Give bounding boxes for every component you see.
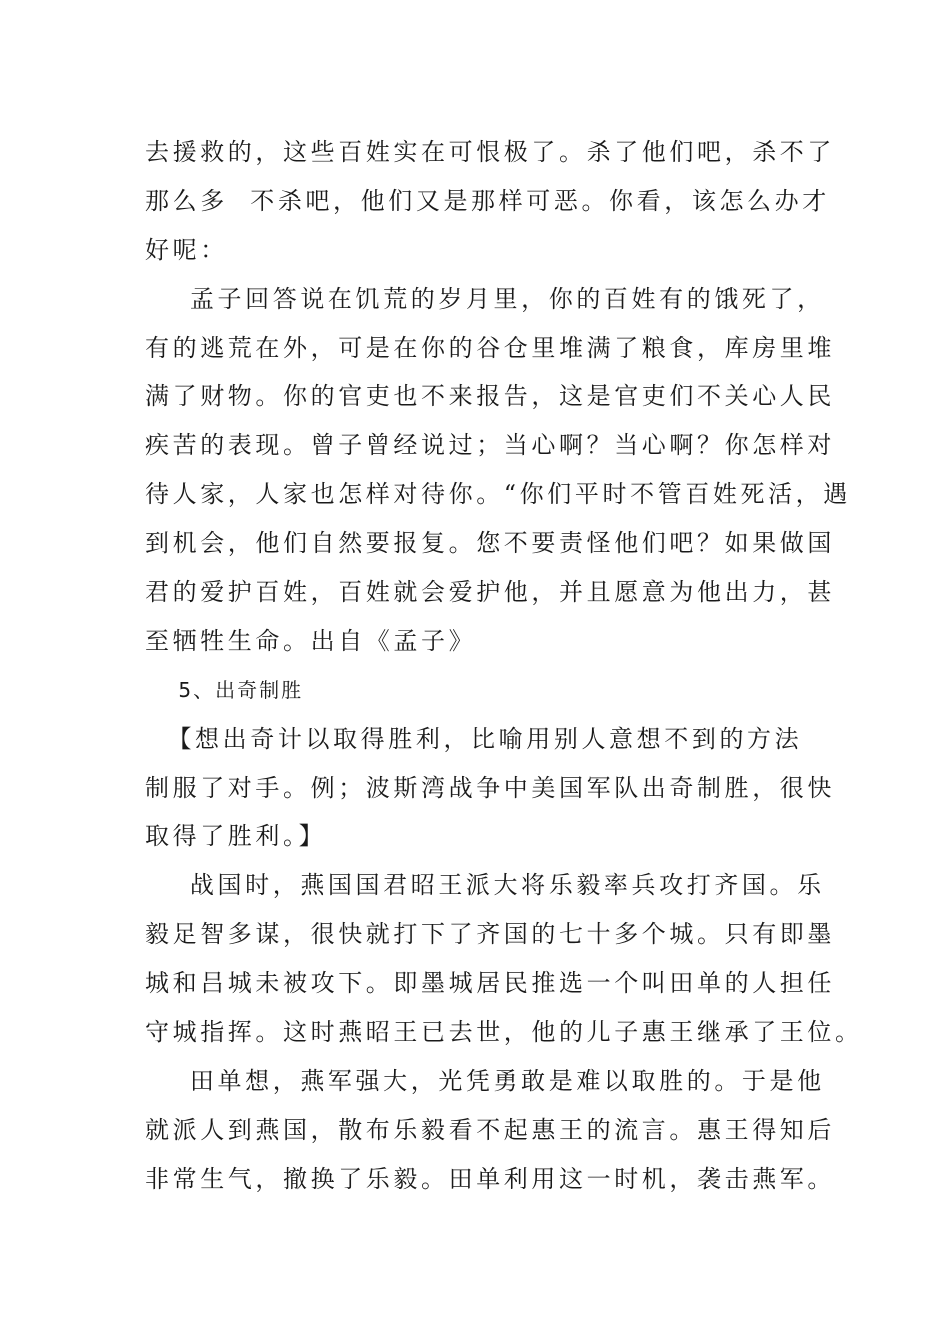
text-line: 待人家，人家也怎样对待你。“你们平时不管百姓死活，遇 — [145, 480, 851, 509]
text-line: 孟子回答说在饥荒的岁月里，你的百姓有的饿死了， — [145, 284, 825, 313]
text-line: 取得了胜利。】 — [145, 822, 327, 851]
section-heading: 5、出奇制胜 — [145, 677, 304, 702]
text-line: 制服了对手。例；波斯湾战争中美国军队出奇制胜，很快 — [145, 773, 835, 802]
text-line: 战国时，燕国国君昭王派大将乐毅率兵攻打齐国。乐 — [145, 871, 825, 900]
text-line: 非常生气，撤换了乐毅。田单利用这一时机，袭击燕军。 — [145, 1164, 835, 1193]
text-line: 有的逃荒在外，可是在你的谷仓里堆满了粮食，库房里堆 — [145, 333, 835, 362]
text-line: 田单想，燕军强大，光凭勇敢是难以取胜的。于是他 — [145, 1066, 825, 1095]
text-line: 满了财物。你的官吏也不来报告，这是官吏们不关心人民 — [145, 382, 835, 411]
text-line: 就派人到燕国，散布乐毅看不起惠王的流言。惠王得知后 — [145, 1115, 835, 1144]
text-line: 疾苦的表现。曾子曾经说过；当心啊？当心啊？你怎样对 — [145, 431, 835, 460]
text-line: 守城指挥。这时燕昭王已去世，他的儿子惠王继承了王位。 — [145, 1018, 863, 1047]
text-line: 好呢： — [145, 235, 228, 264]
text-line: 那么多 不杀吧，他们又是那样可恶。你看，该怎么办才 — [145, 186, 830, 215]
text-line: 至牺牲生命。出自《孟子》 — [145, 626, 477, 655]
document-page — [145, 128, 863, 1204]
text-line: 去援救的，这些百姓实在可恨极了。杀了他们吧，杀不了 — [145, 138, 835, 166]
text-line: 到机会，他们自然要报复。您不要责怪他们吧？如果做国 — [145, 529, 835, 558]
text-line: 【想出奇计以取得胜利，比喻用别人意想不到的方法 — [145, 724, 803, 753]
text-line: 城和吕城未被攻下。即墨城居民推选一个叫田单的人担任 — [145, 969, 835, 998]
text-line: 毅足智多谋，很快就打下了齐国的七十多个城。只有即墨 — [145, 920, 835, 949]
text-line: 君的爱护百姓，百姓就会爱护他，并且愿意为他出力，甚 — [145, 578, 835, 607]
